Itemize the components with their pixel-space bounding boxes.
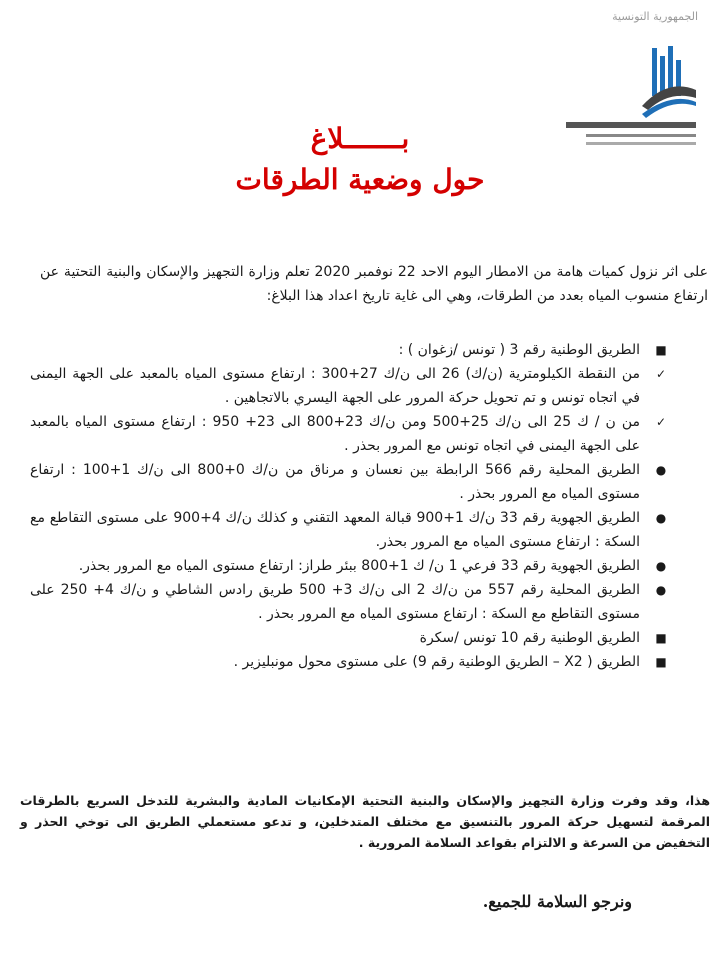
logo-bars-icon [642, 46, 696, 118]
list-item-text: الطريق الجهوية رقم 33 ن/ك 1+900 قبالة المعهد التقني و كذلك ن/ك 4+900 على مستوى التقاطع مع السكة : ارتفاع مستوى المياه مع المرور بحذر. [30, 510, 640, 550]
list-item [30, 458, 678, 506]
list-item [30, 410, 678, 458]
dot-bullet-icon: ● [655, 559, 667, 573]
title-block [0, 120, 720, 202]
dot-bullet-icon: ● [655, 463, 667, 477]
list-item-text: الطريق الوطنية رقم 10 تونس /سكرة [419, 630, 640, 646]
signoff-text: ونرجو السلامة للجميع. [482, 892, 632, 911]
square-bullet-icon: ■ [655, 343, 667, 357]
closing-paragraph: هذا، وقد وفرت وزارة التجهيز والإسكان والبنية التحتية الإمكانيات المادية والبشرية للتدخل السريع بالطرقات المرقمة لتسهيل حركة المرور بالتنسيق مع مختلف المتدخلين، و تدعو مستعملي الطريق الى توخي الحذر و التخفيض من السرعة و الالتزام بقواعد السلامة المرورية . [20, 793, 710, 850]
square-bullet-icon: ■ [655, 631, 667, 645]
road-status-list [30, 338, 678, 674]
dot-bullet-icon: ● [655, 511, 667, 525]
square-bullet-icon: ■ [655, 655, 667, 669]
list-item-text: الطريق الوطنية رقم 3 ( تونس /زغوان ) : [398, 342, 640, 358]
list-item [30, 554, 678, 578]
check-bullet-icon: ✓ [655, 415, 667, 429]
intro-paragraph: على اثر نزول كميات هامة من الامطار اليوم الاحد 22 نوفمبر 2020 تعلم وزارة التجهيز والإسكان والبنية التحتية عن ارتفاع منسوب المياه بعدد من الطرقات، وهي الى غاية تاريخ اعداد هذا البلاغ: [40, 264, 709, 304]
check-bullet-icon: ✓ [655, 367, 667, 381]
list-item [30, 362, 678, 410]
list-item-text: من النقطة الكيلومترية (ن/ك) 26 الى ن/ك 27+300 : ارتفاع مستوى المياه بالمعبد على الجهة اليمنى في اتجاه تونس و تم تحويل حركة المرور على الجهة اليسري بالاتجاهين . [30, 366, 640, 406]
list-item-text: الطريق المحلية رقم 557 من ن/ك 2 الى ن/ك 3+ 500 طريق رادس الشاطي و ن/ك 4+ 250 على مستوى التقاطع مع السكة : ارتفاع مستوى المياه مع المرور بحذر . [30, 582, 640, 622]
list-item-text: الطريق الجهوية رقم 33 فرعي 1 ن/ ك 1+800 ببئر طراز: ارتفاع مستوى المياه مع المرور بحذر. [78, 558, 640, 574]
list-item [30, 626, 678, 650]
list-item [30, 506, 678, 554]
announcement-subtitle: حول وضعية الطرقات [235, 163, 485, 196]
announcement-title: بـــــــلاغ [310, 122, 410, 155]
list-item-text: الطريق المحلية رقم 566 الرابطة بين نعسان و مرناق من ن/ك 0+800 الى ن/ك 1+100 : ارتفاع مستوى المياه مع المرور بحذر . [30, 462, 640, 502]
list-item-text: من ن / ك 25 الى ن/ك 25+500 ومن ن/ك 23+800 الى 23+ 950 : ارتفاع مستوى المياه بالمعبد على الجهة اليمنى في اتجاه تونس مع المرور بحذر . [30, 414, 640, 454]
list-item [30, 578, 678, 626]
list-item [30, 650, 678, 674]
dot-bullet-icon: ● [655, 583, 667, 597]
republic-header: الجمهورية التونسية [612, 10, 698, 23]
list-item [30, 338, 678, 362]
list-item-text: الطريق ( X2 – الطريق الوطنية رقم 9) على مستوى محول مونبليزير . [233, 654, 640, 670]
